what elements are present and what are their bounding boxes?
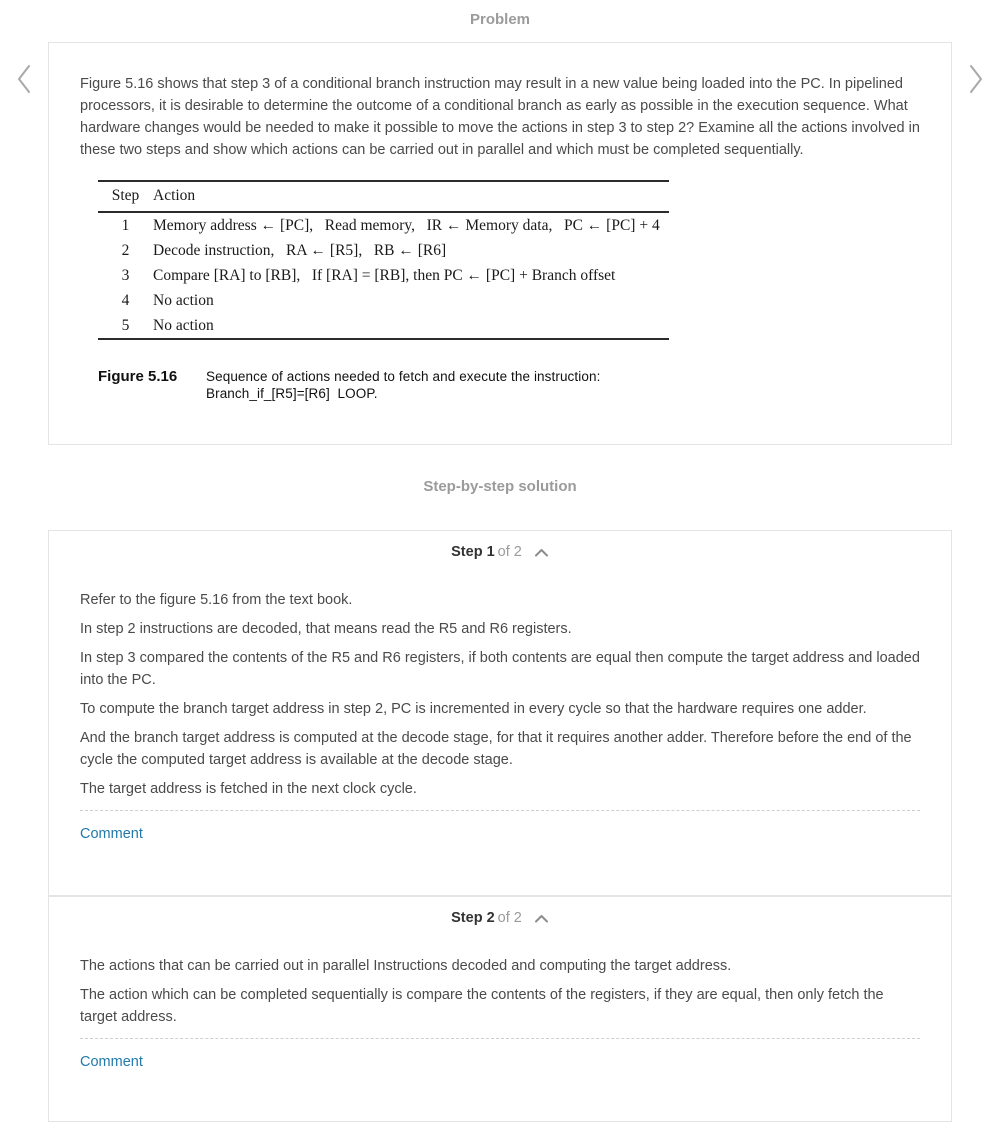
figure-caption-text xyxy=(206,368,600,402)
step-number: 3 xyxy=(121,267,130,284)
step-action: No action xyxy=(153,317,214,334)
step-count-label: of 2 xyxy=(497,910,522,926)
table-row xyxy=(98,288,669,313)
step-action: Decode instruction, RA ← [R5], RB ← [R6] xyxy=(153,242,447,259)
problem-card xyxy=(48,42,952,445)
solution-paragraph: The actions that can be carried out in parallel Instructions decoded and computing the target address. xyxy=(80,958,732,974)
step-number-label: Step 2 xyxy=(451,910,495,926)
chevron-up-icon[interactable] xyxy=(534,914,549,923)
step-count-label: of 2 xyxy=(497,544,522,560)
solution-paragraph: The target address is fetched in the next clock cycle. xyxy=(80,781,417,797)
solution-paragraph: In step 3 compared the contents of the R5 and R6 registers, if both contents are equal then compute the target address and loaded into the PC. xyxy=(80,650,920,688)
table-row xyxy=(98,238,669,263)
chevron-left-icon xyxy=(13,62,35,96)
actions-table xyxy=(98,180,669,340)
step-number: 1 xyxy=(121,217,130,234)
problem-text: Figure 5.16 shows that step 3 of a conditional branch instruction may result in a new value being loaded into the PC. In pipelined processors, it is desirable to determine the outcome of a conditional branch as early as possible in the execution sequence. What hardware changes would be needed to make it possible to move the actions in step 3 to step 2? Examine all the actions involved in these two steps and show which actions can be carried out in parallel and which must be completed sequentially. xyxy=(80,76,920,158)
solution-paragraph: Refer to the figure 5.16 from the text book. xyxy=(80,592,353,608)
step-1-header[interactable] xyxy=(49,531,951,560)
step-2-header[interactable] xyxy=(49,897,951,926)
divider xyxy=(80,810,920,811)
solution-paragraph: To compute the branch target address in step 2, PC is incremented in every cycle so that the hardware requires one adder. xyxy=(80,701,867,717)
step-action: Memory address ← [PC], Read memory, IR ← Memory data, PC ← [PC] + 4 xyxy=(153,217,660,234)
figure-label: Figure 5.16 xyxy=(98,368,178,385)
next-problem-button[interactable] xyxy=(964,61,988,97)
figure-caption-line1: Sequence of actions needed to fetch and execute the instruction: xyxy=(206,369,601,384)
solution-paragraph: The action which can be completed sequentially is compare the contents of the registers, if they are equal, then only fetch the target address. xyxy=(80,987,884,1025)
figure-caption xyxy=(98,368,920,402)
table-header-action: Action xyxy=(153,187,196,204)
step-action: Compare [RA] to [RB], If [RA] = [RB], then PC ← [PC] + Branch offset xyxy=(153,267,616,284)
table-header-step: Step xyxy=(111,187,140,204)
table-header-row xyxy=(98,181,669,212)
comment-link[interactable]: Comment xyxy=(80,826,143,842)
prev-problem-button[interactable] xyxy=(12,61,36,97)
figure-caption-line2: Branch_if_[R5]=[R6] LOOP. xyxy=(206,386,378,401)
step-2-card xyxy=(48,896,952,1122)
chevron-up-icon[interactable] xyxy=(534,548,549,557)
step-1-card xyxy=(48,530,952,896)
step-number-label: Step 1 xyxy=(451,544,495,560)
step-2-content xyxy=(49,955,951,1028)
step-number: 4 xyxy=(121,292,130,309)
table-row xyxy=(98,263,669,288)
problem-heading: Problem xyxy=(469,11,530,28)
solution-paragraph: And the branch target address is computed at the decode stage, for that it requires another adder. Therefore before the end of the cycle the computed target address is available at the decode stage. xyxy=(80,730,912,768)
table-row xyxy=(98,313,669,339)
table-row xyxy=(98,212,669,238)
figure-5-16 xyxy=(98,180,920,402)
solution-paragraph: In step 2 instructions are decoded, that means read the R5 and R6 registers. xyxy=(80,621,572,637)
step-number: 5 xyxy=(121,317,130,334)
solution-heading: Step-by-step solution xyxy=(423,478,577,495)
step-1-content xyxy=(49,589,951,800)
step-action: No action xyxy=(153,292,214,309)
chevron-right-icon xyxy=(965,62,987,96)
divider xyxy=(80,1038,920,1039)
step-number: 2 xyxy=(121,242,130,259)
comment-link[interactable]: Comment xyxy=(80,1054,143,1070)
